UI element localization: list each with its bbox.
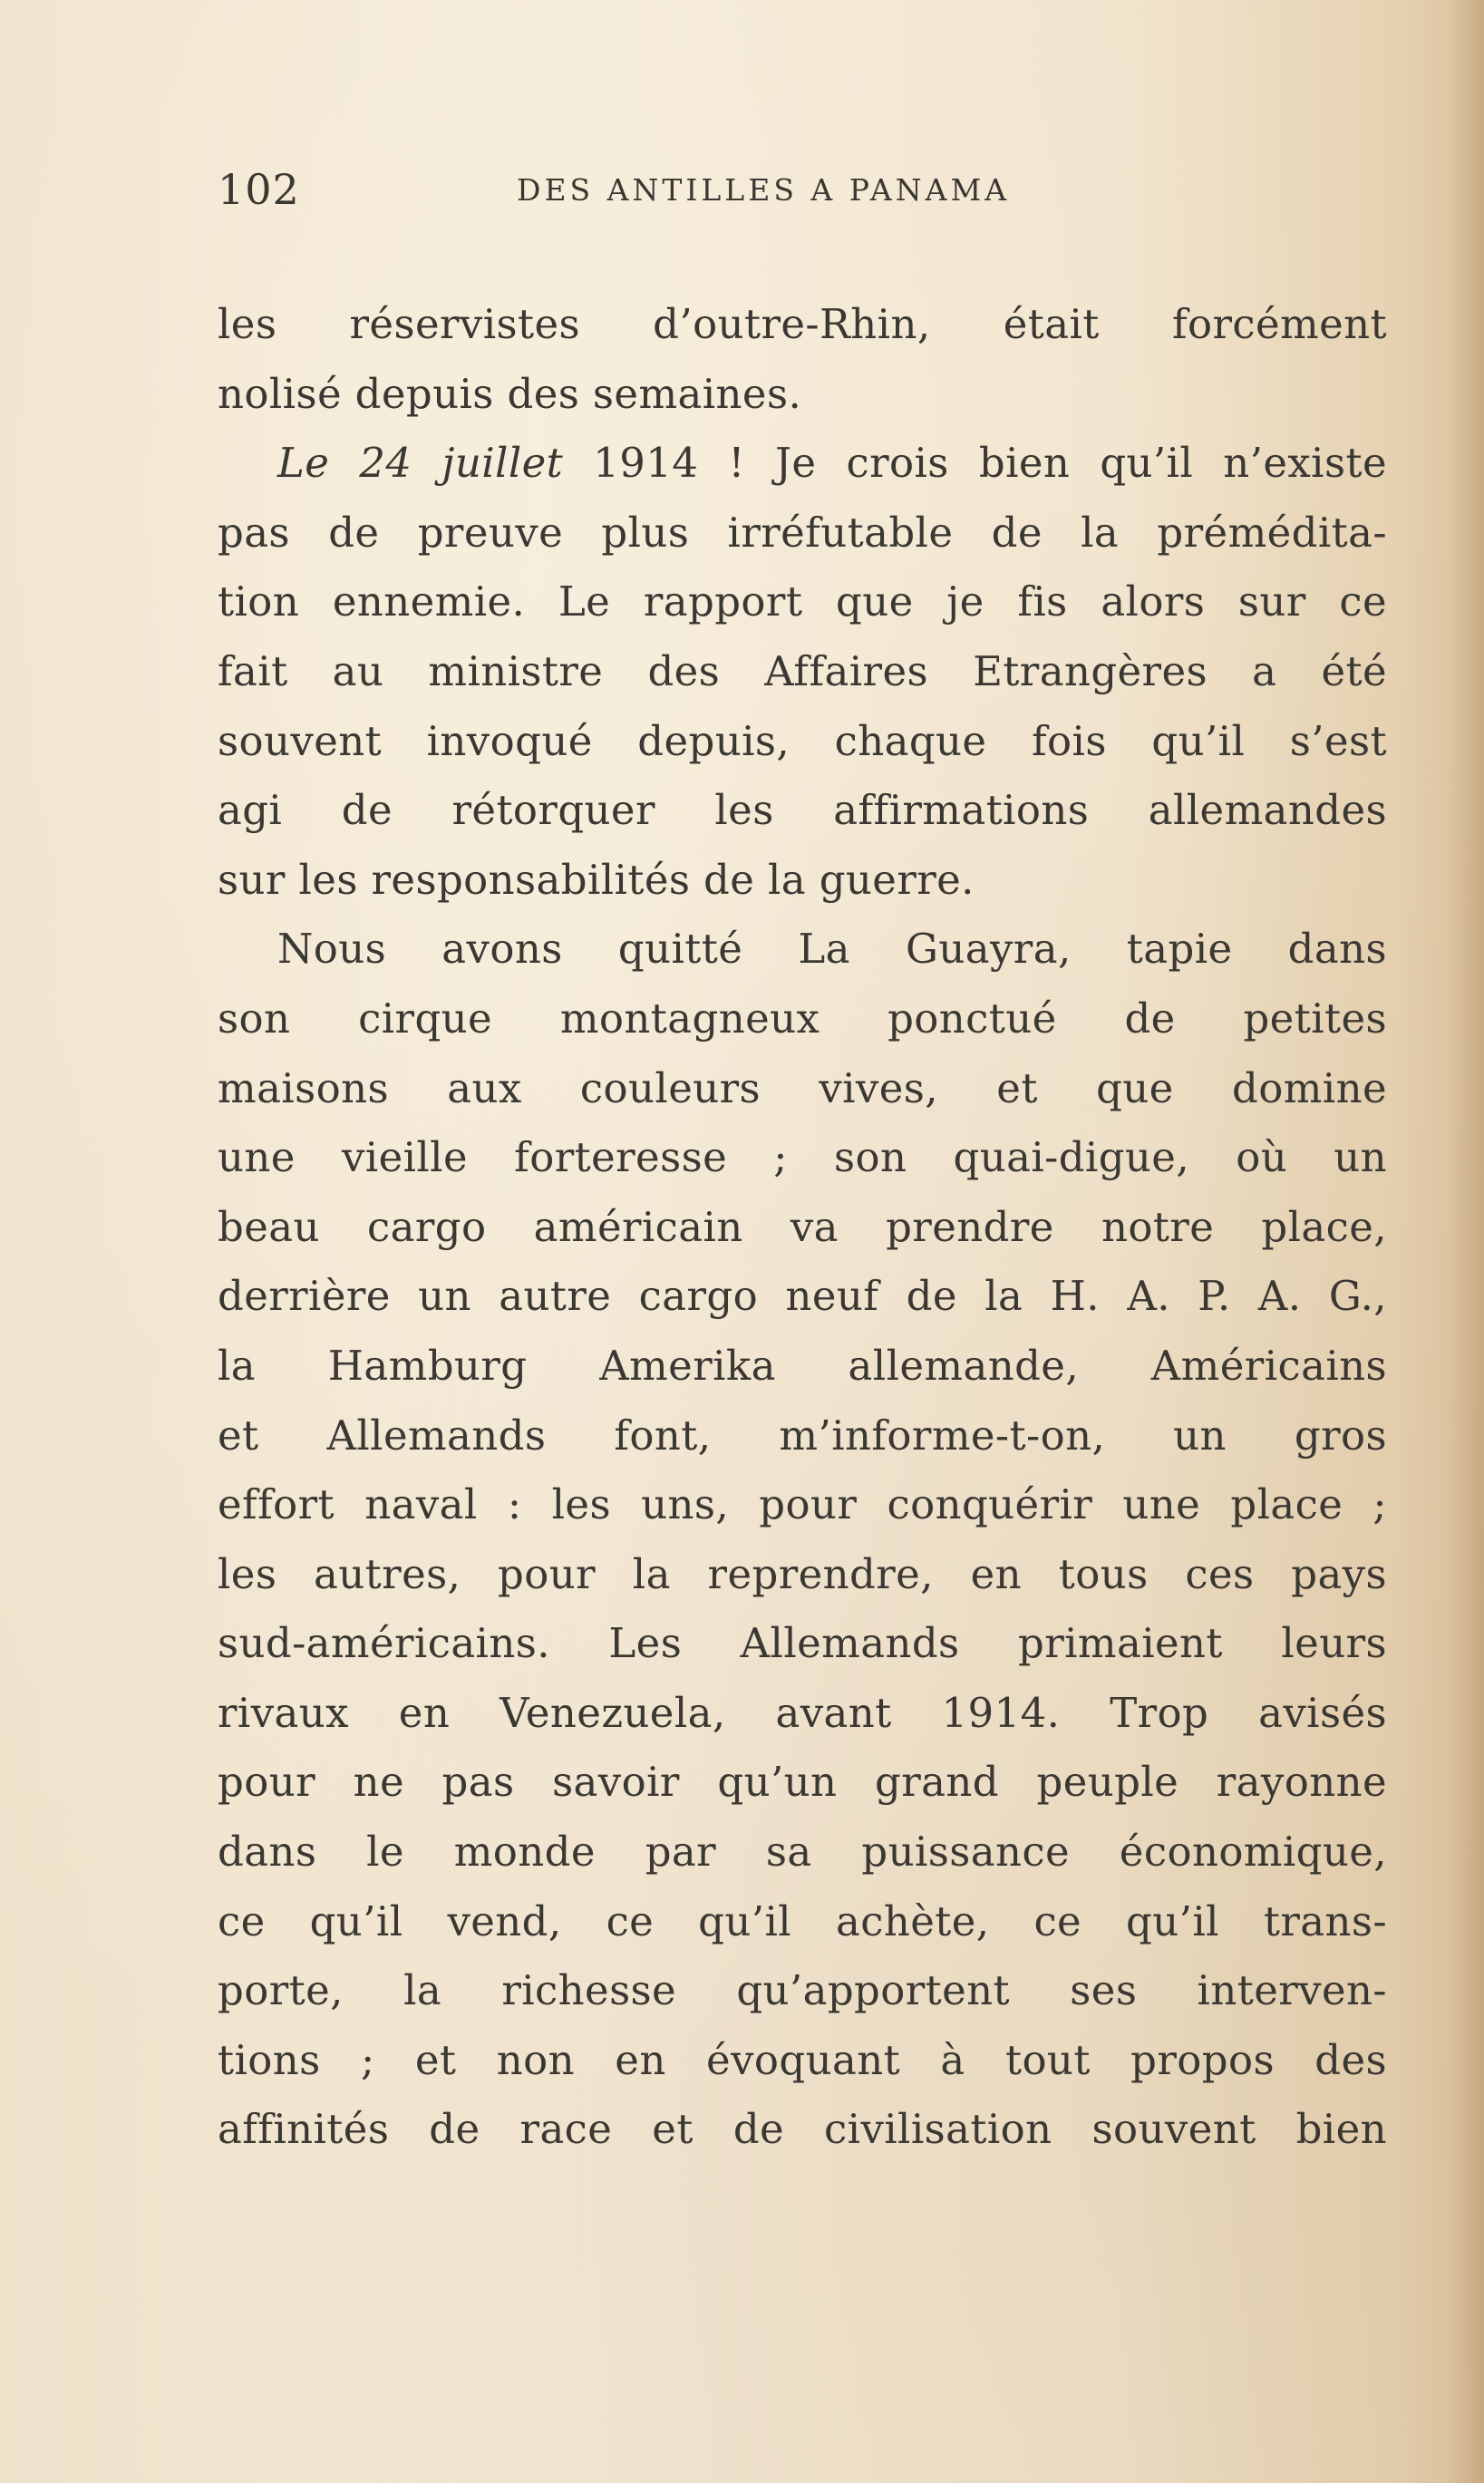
text-line: agi de rétorquer les affirmations allemandes: [218, 786, 1387, 835]
text-line: [218, 429, 1387, 499]
text-line: sur les responsabilités de la guerre.: [218, 855, 975, 904]
running-head: DES ANTILLES A PANAMA: [517, 172, 1011, 208]
text-line: les autres, pour la reprendre, en tous ces pays: [218, 1549, 1387, 1598]
text-line: pas de preuve plus irréfutable de la prémédita-: [218, 508, 1387, 557]
text-line: sud-américains. Les Allemands primaient leurs: [218, 1619, 1387, 1668]
text-line: pour ne pas savoir qu’un grand peuple rayonne: [218, 1758, 1387, 1807]
text-line-rest: 1914 ! Je crois bien qu’il n’existe: [563, 439, 1387, 488]
page-number: 102: [218, 165, 300, 214]
page-header: [218, 165, 1387, 219]
text-line: Nous avons quitté La Guayra, tapie dans: [277, 925, 1387, 974]
text-line: une vieille forteresse ; son quai-digue, où un: [218, 1133, 1387, 1182]
text-line: son cirque montagneux ponctué de petites: [218, 994, 1387, 1043]
text-line: beau cargo américain va prendre notre place,: [218, 1202, 1387, 1251]
text-line: souvent invoqué depuis, chaque fois qu’il s’est: [218, 716, 1387, 765]
text-line: effort naval : les uns, pour conquérir une place ;: [218, 1480, 1387, 1529]
text-line: nolisé depuis des semaines.: [218, 369, 802, 418]
text-line: rivaux en Venezuela, avant 1914. Trop avisés: [218, 1688, 1387, 1737]
text-line: derrière un autre cargo neuf de la H. A. P. A. G.,: [218, 1272, 1387, 1321]
text-line: tions ; et non en évoquant à tout propos des: [218, 2035, 1387, 2084]
text-line: et Allemands font, m’informe-t-on, un gros: [218, 1411, 1387, 1460]
text-line: ce qu’il vend, ce qu’il achète, ce qu’il trans-: [218, 1896, 1387, 1945]
date-emphasis: Le 24 juillet: [277, 439, 564, 488]
text-line: tion ennemie. Le rapport que je fis alors sur ce: [218, 577, 1387, 626]
text-line: fait au ministre des Affaires Etrangères a été: [218, 646, 1387, 695]
page-edge-shadow: [1448, 0, 1484, 2483]
text-line: la Hamburg Amerika allemande, Américains: [218, 1341, 1387, 1390]
text-line: les réservistes d’outre-Rhin, était forcément: [218, 300, 1387, 348]
text-line: dans le monde par sa puissance économique,: [218, 1828, 1387, 1877]
body-text: [218, 290, 1387, 2165]
text-line: porte, la richesse qu’apportent ses interven-: [218, 1966, 1387, 2015]
text-line: maisons aux couleurs vives, et que domine: [218, 1063, 1387, 1112]
text-line: affinités de race et de civilisation souvent bien: [218, 2105, 1387, 2154]
